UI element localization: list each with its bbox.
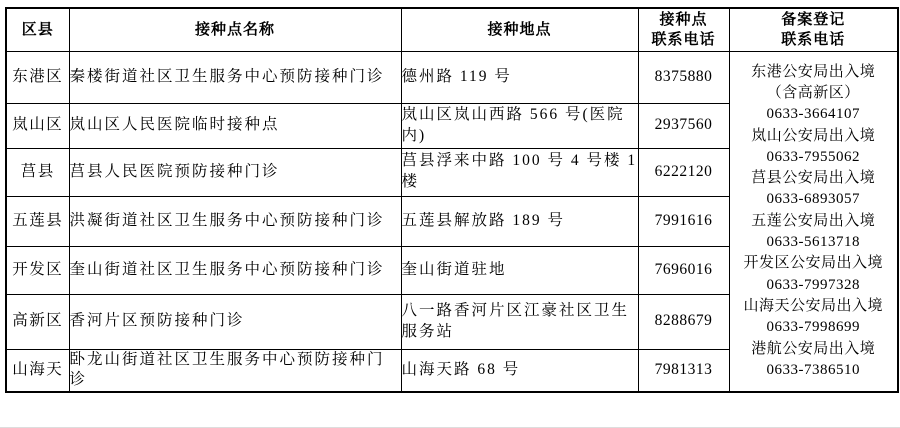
district-cell: 五莲县 (6, 196, 69, 246)
registration-line: 开发区公安局出入境 (743, 255, 883, 272)
registration-line: 莒县公安局出入境 (751, 170, 876, 187)
col-header-site-phone (638, 8, 729, 51)
header-row (6, 8, 898, 51)
phone-cell: 7991616 (638, 196, 729, 246)
address-cell: 岚山区岚山西路 566 号(医院内) (401, 103, 638, 148)
registration-line: 0633-7955062 (766, 148, 860, 165)
address-cell: 五莲县解放路 189 号 (401, 196, 638, 246)
registration-line: 0633-5613718 (766, 234, 860, 251)
registration-line: 五莲公安局出入境 (751, 212, 876, 229)
col-header-site-name: 接种点名称 (69, 8, 401, 51)
address-cell: 莒县浮来中路 100 号 4 号楼 1 楼 (401, 148, 638, 196)
site-name-cell: 奎山街道社区卫生服务中心预防接种门诊 (69, 246, 401, 294)
site-name-cell: 洪凝街道社区卫生服务中心预防接种门诊 (69, 196, 401, 246)
registration-line: 岚山公安局出入境 (751, 127, 876, 144)
phone-cell: 6222120 (638, 148, 729, 196)
phone-cell: 2937560 (638, 103, 729, 148)
registration-line: 0633-7997328 (766, 276, 860, 293)
col-header-registration-phone (729, 8, 898, 51)
address-cell: 八一路香河片区江豪社区卫生服务站 (401, 294, 638, 349)
site-name-cell: 岚山区人民医院临时接种点 (69, 103, 401, 148)
site-name-cell: 香河片区预防接种门诊 (69, 294, 401, 349)
col-header-district: 区县 (6, 8, 69, 51)
district-cell: 东港区 (6, 51, 69, 103)
address-cell: 德州路 119 号 (401, 51, 638, 103)
col-header-site-phone-line1: 接种点 (659, 11, 708, 29)
site-name-cell: 莒县人民医院预防接种门诊 (69, 148, 401, 196)
phone-cell: 7696016 (638, 246, 729, 294)
registration-line: 0633-6893057 (766, 191, 860, 208)
address-cell: 山海天路 68 号 (401, 349, 638, 392)
phone-cell: 7981313 (638, 349, 729, 392)
registration-line: （含高新区） (766, 84, 860, 101)
registration-line: 山海天公安局出入境 (743, 297, 883, 314)
district-cell: 开发区 (6, 246, 69, 294)
col-header-location: 接种地点 (401, 8, 638, 51)
district-cell: 山海天 (6, 349, 69, 392)
district-cell: 岚山区 (6, 103, 69, 148)
registration-phones-cell (729, 51, 898, 392)
site-name-cell: 秦楼街道社区卫生服务中心预防接种门诊 (69, 51, 401, 103)
district-cell: 莒县 (6, 148, 69, 196)
vaccination-sites-table (5, 7, 899, 393)
col-header-site-phone-line2: 联系电话 (651, 30, 716, 48)
registration-line: 0633-7386510 (766, 361, 860, 378)
phone-cell: 8375880 (638, 51, 729, 103)
address-cell: 奎山街道驻地 (401, 246, 638, 294)
site-name-cell: 卧龙山街道社区卫生服务中心预防接种门诊 (69, 349, 401, 392)
registration-line: 0633-3664107 (766, 106, 860, 123)
col-header-registration-line1: 备案登记 (781, 11, 846, 29)
col-header-registration-line2: 联系电话 (781, 30, 846, 48)
registration-line: 港航公安局出入境 (751, 340, 876, 357)
registration-line: 东港公安局出入境 (751, 63, 876, 80)
phone-cell: 8288679 (638, 294, 729, 349)
district-cell: 高新区 (6, 294, 69, 349)
table-row-donggang (6, 51, 898, 103)
registration-line: 0633-7998699 (766, 319, 860, 336)
